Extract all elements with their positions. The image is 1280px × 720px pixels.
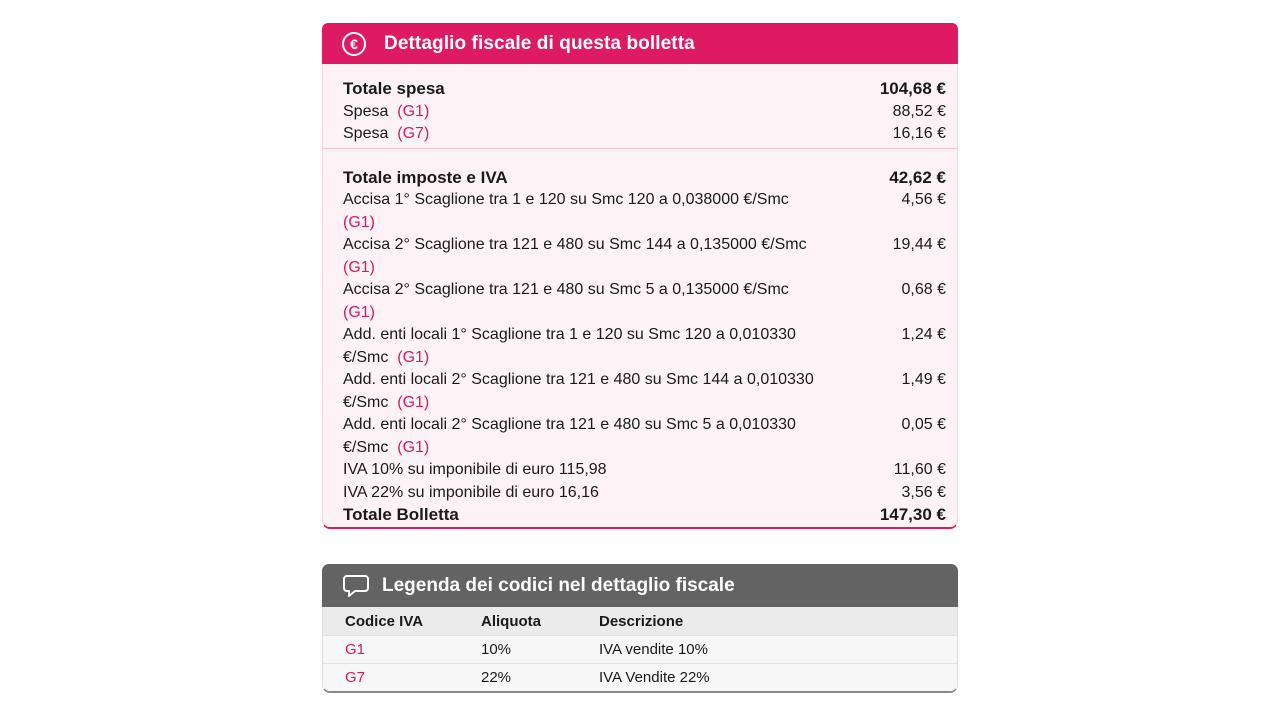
totale-imposte-label: Totale imposte e IVA [343, 167, 508, 187]
tax-row [343, 482, 946, 505]
tax-row-value: 1,24 € [901, 326, 946, 343]
tax-row-value: 4,56 € [901, 191, 946, 208]
legend-codice: G7 [345, 669, 366, 686]
legend-table-header [323, 607, 957, 635]
tax-row-value: 0,68 € [901, 281, 946, 298]
totale-bolletta-label: Totale Bolletta [343, 505, 459, 524]
legend-title: Legenda dei codici nel dettaglio fiscale [382, 574, 735, 596]
legend-descrizione: IVA Vendite 22% [599, 669, 710, 686]
legend-aliquota: 22% [481, 669, 512, 686]
legend-card [322, 564, 958, 693]
vat-code: (G1) [397, 348, 430, 366]
totale-bolletta-row [343, 504, 946, 527]
tax-row-label [343, 414, 823, 459]
tax-row-text: Accisa 2° Scaglione tra 121 e 480 su Smc 5 a 0,135000 €/Smc [343, 281, 789, 298]
tax-row-label [343, 189, 823, 234]
spesa-row-value: 88,52 € [892, 102, 946, 120]
euro-circle-icon: € [342, 32, 366, 56]
vat-code: (G1) [343, 258, 375, 276]
spesa-row-text: Spesa [343, 125, 389, 142]
totale-spesa-label: Totale spesa [343, 79, 445, 98]
totale-bolletta-value: 147,30 € [879, 505, 946, 524]
tax-row-value: 0,05 € [901, 416, 946, 433]
tax-row-text: Accisa 2° Scaglione tra 121 e 480 su Smc 144 a 0,135000 €/Smc [343, 236, 807, 253]
fiscal-header [322, 23, 958, 64]
tax-row-text: Add. enti locali 2° Scaglione tra 121 e 480 su Smc 144 a 0,010330 €/Smc [343, 371, 814, 411]
spesa-row [343, 101, 946, 124]
tax-row-text: Add. enti locali 2° Scaglione tra 121 e 480 su Smc 5 a 0,010330 €/Smc [343, 416, 796, 456]
fiscal-body [322, 64, 958, 529]
fiscal-detail-card [322, 23, 958, 529]
tax-row-label [343, 459, 607, 482]
legend-rows [323, 635, 957, 691]
legend-table [322, 607, 958, 693]
tax-row [343, 324, 946, 369]
tax-row-text: Accisa 1° Scaglione tra 1 e 120 su Smc 120 a 0,038000 €/Smc [343, 191, 789, 208]
vat-code: (G1) [343, 213, 375, 231]
col-header-codice: Codice IVA [345, 612, 424, 630]
fiscal-title: Dettaglio fiscale di questa bolletta [384, 32, 695, 54]
tax-row [343, 414, 946, 459]
speech-bubble-icon [342, 573, 370, 599]
tax-row-text: Add. enti locali 1° Scaglione tra 1 e 120 su Smc 120 a 0,010330 €/Smc [343, 326, 796, 366]
vat-code: (G7) [397, 125, 430, 142]
spesa-row-label [343, 123, 429, 146]
tax-row-label [343, 369, 823, 414]
tax-list [343, 189, 946, 504]
legend-descrizione: IVA vendite 10% [599, 641, 708, 658]
legend-header [322, 564, 958, 607]
tax-row-value: 3,56 € [901, 483, 946, 501]
spesa-row [343, 123, 946, 146]
tax-row-text: IVA 22% su imponibile di euro 16,16 [343, 483, 599, 501]
tax-row-value: 19,44 € [892, 236, 946, 253]
legend-row [323, 635, 957, 663]
col-header-aliquota: Aliquota [481, 612, 541, 630]
section-divider [323, 148, 957, 149]
legend-aliquota: 10% [481, 641, 512, 658]
totale-spesa-value: 104,68 € [879, 79, 946, 98]
tax-row [343, 459, 946, 482]
col-header-descrizione: Descrizione [599, 612, 684, 630]
tax-row-label [343, 234, 823, 279]
tax-row [343, 369, 946, 414]
totale-imposte-value: 42,62 € [889, 167, 946, 187]
tax-row-label [343, 279, 823, 324]
vat-code: (G1) [397, 393, 430, 411]
totale-spesa-row [343, 78, 946, 101]
tax-row-label [343, 482, 599, 505]
vat-code: (G1) [397, 102, 430, 120]
tax-row-value: 1,49 € [901, 371, 946, 388]
vat-code: (G1) [343, 303, 375, 321]
tax-row-text: IVA 10% su imponibile di euro 115,98 [343, 461, 607, 478]
vat-code: (G1) [397, 438, 430, 456]
spesa-row-text: Spesa [343, 102, 389, 120]
tax-row-label [343, 324, 823, 369]
imposte-section [343, 167, 946, 527]
spesa-row-label [343, 101, 429, 124]
legend-row [323, 663, 957, 691]
spesa-section [343, 78, 946, 146]
tax-row [343, 189, 946, 234]
tax-row [343, 279, 946, 324]
totale-imposte-row [343, 167, 946, 190]
tax-row [343, 234, 946, 279]
spesa-row-value: 16,16 € [892, 125, 946, 142]
tax-row-value: 11,60 € [893, 461, 946, 478]
spesa-list [343, 101, 946, 146]
legend-codice: G1 [345, 641, 366, 658]
